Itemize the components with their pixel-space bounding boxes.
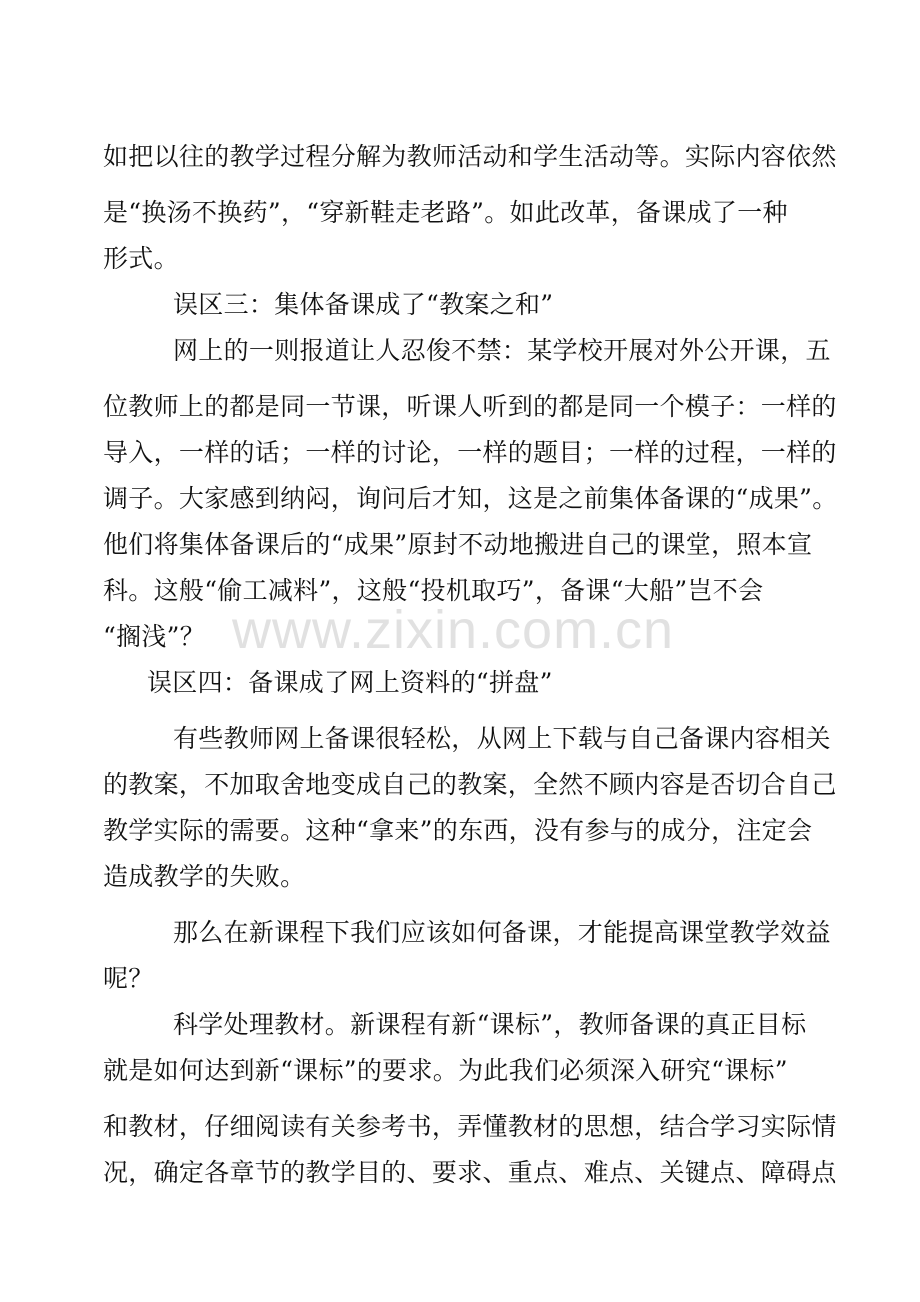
text-line: 科学处理教材。新课程有新“课标”，教师备课的真正目标 <box>173 1010 807 1039</box>
text-line: 造成教学的失败。 <box>103 862 306 891</box>
text-line: 那么在新课程下我们应该如何备课，才能提高课堂教学效益 <box>173 918 831 947</box>
text-line: 调子。大家感到纳闷，询问后才知，这是之前集体备课的“成果”。 <box>103 484 838 513</box>
text-line: 就是如何达到新“课标”的要求。为此我们必须深入研究“课标” <box>103 1056 788 1085</box>
text-line: 呢？ <box>103 964 154 993</box>
watermark-text: www.zixin.com.cn <box>232 600 675 660</box>
text-line: 如把以往的教学过程分解为教师活动和学生活动等。实际内容依然 <box>103 142 837 171</box>
text-line: 位教师上的都是同一节课，听课人听到的都是同一个模子：一样的 <box>103 392 837 421</box>
text-line: 况，确定各章节的教学目的、要求、重点、难点、关键点、障碍点 <box>103 1158 837 1187</box>
text-line: 和教材，仔细阅读有关参考书，弄懂教材的思想，结合学习实际情 <box>103 1112 837 1141</box>
text-line: 有些教师网上备课很轻松，从网上下载与自己备课内容相关 <box>173 724 831 753</box>
text-line: 他们将集体备课后的“成果”原封不动地搬进自己的课堂，照本宣 <box>103 530 813 559</box>
section-heading: 误区四：备课成了网上资料的“拼盘” <box>147 668 553 697</box>
text-line: 科。这般“偷工减料”，这般“投机取巧”，备课“大船”岂不会 <box>103 576 764 605</box>
section-heading: 误区三：集体备课成了“教案之和” <box>173 290 554 319</box>
text-line: 形式。 <box>103 244 179 273</box>
text-line: 是“换汤不换药”，“穿新鞋走老路”。如此改革，备课成了一种 <box>103 198 788 227</box>
text-line: 导入，一样的话；一样的讨论，一样的题目；一样的过程，一样的 <box>103 438 837 467</box>
text-line: 的教案，不加取舍地变成自己的教案，全然不顾内容是否切合自己 <box>103 770 837 799</box>
text-line: 网上的一则报道让人忍俊不禁：某学校开展对外公开课，五 <box>173 336 831 365</box>
text-line: “搁浅”？ <box>103 622 206 651</box>
text-line: 教学实际的需要。这种“拿来”的东西，没有参与的成分，注定会 <box>103 816 813 845</box>
